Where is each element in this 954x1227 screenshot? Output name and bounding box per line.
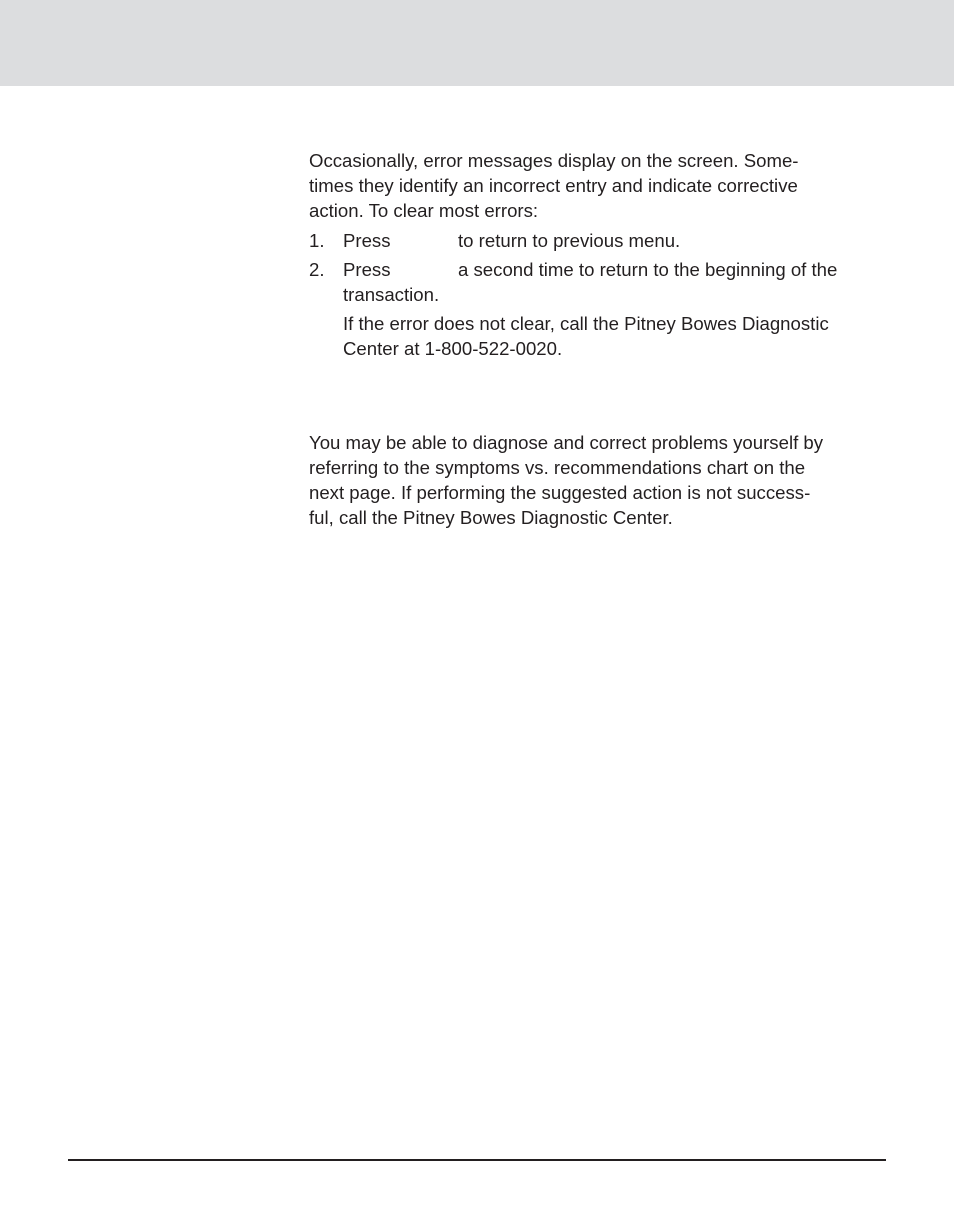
note-line-1: If the error does not clear, call the Pitney Bowes Diagnostic	[343, 313, 829, 334]
diagnostics-section	[309, 430, 899, 530]
diagnostic-center-note	[309, 311, 899, 361]
diagnose-line-2: referring to the symptoms vs. recommendations chart on the	[309, 457, 806, 478]
step-number: 1.	[309, 230, 325, 251]
intro-line-1: Occasionally, error messages display on the screen. Some-	[309, 150, 799, 171]
diagnose-paragraph	[309, 430, 899, 530]
diagnose-line-4: ful, call the Pitney Bowes Diagnostic Center.	[309, 507, 673, 528]
step-press-label: Press	[343, 259, 391, 280]
step-number: 2.	[309, 259, 325, 280]
diagnose-line-3: next page. If performing the suggested action is not success-	[309, 482, 811, 503]
error-messages-section	[309, 148, 899, 361]
intro-paragraph	[309, 148, 899, 223]
note-line-2: Center at 1-800-522-0020.	[343, 338, 563, 359]
diagnose-line-1: You may be able to diagnose and correct problems yourself by	[309, 432, 824, 453]
steps-list	[309, 228, 899, 307]
list-item	[309, 257, 899, 307]
intro-line-2: times they identify an incorrect entry and indicate corrective	[309, 175, 798, 196]
intro-line-3: action. To clear most errors:	[309, 200, 539, 221]
step-press-label: Press	[343, 230, 391, 251]
header-band	[0, 0, 954, 86]
step-text: to return to previous menu.	[458, 230, 681, 251]
footer-divider	[68, 1159, 886, 1161]
list-item	[309, 228, 899, 253]
step-continuation: transaction.	[343, 284, 440, 305]
step-text: a second time to return to the beginning of the	[458, 259, 838, 280]
